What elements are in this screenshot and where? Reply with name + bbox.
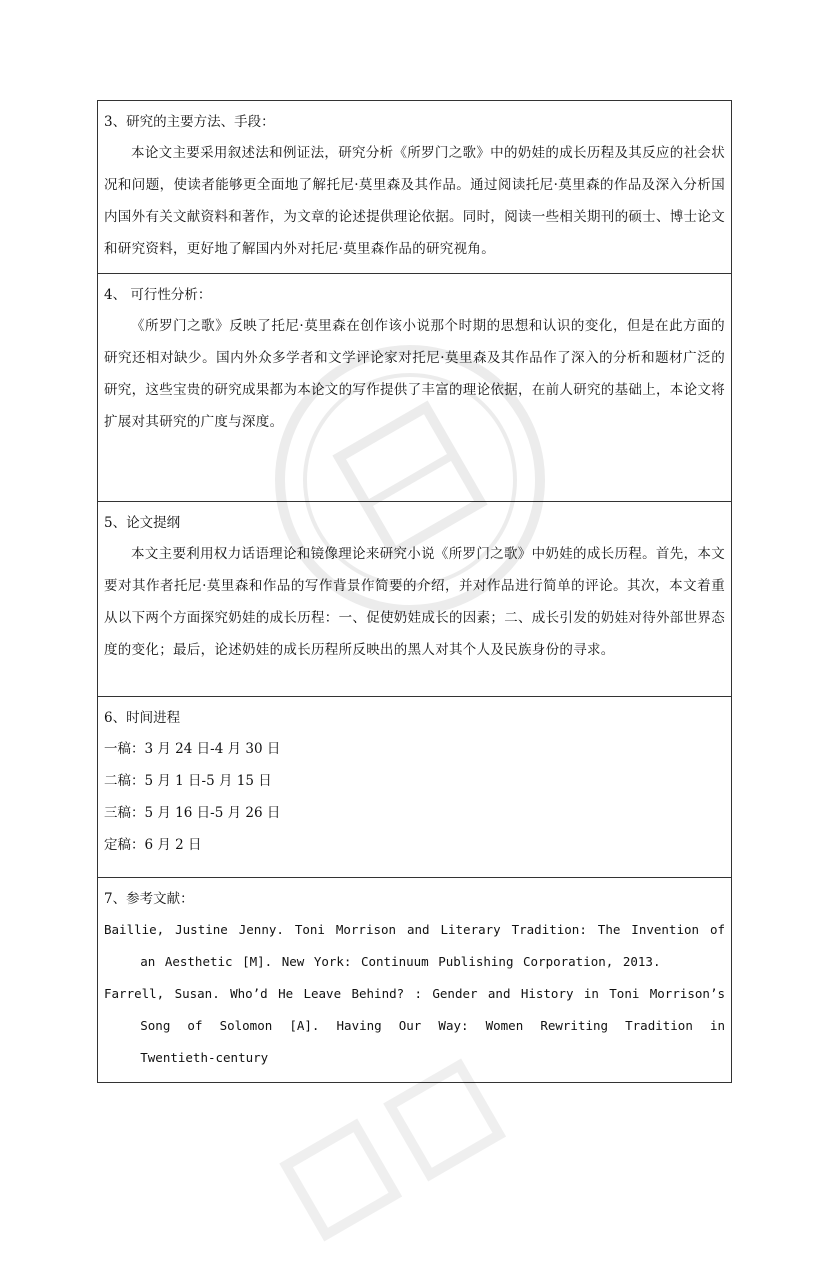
schedule-item: 三稿：5 月 16 日-5 月 26 日 [104, 805, 281, 821]
schedule-item: 定稿：6 月 2 日 [104, 837, 202, 853]
schedule-row [98, 697, 732, 878]
reference-item: Baillie, Justine Jenny. Toni Morrison and Literary Tradition: The Invention of an Aesthetic [M]. New York: Continuum Publishing Corporation, 2013. [104, 922, 725, 969]
references-row [98, 878, 732, 1083]
methods-cell [98, 101, 732, 274]
methods-title: 3、研究的主要方法、手段： [104, 114, 275, 130]
schedule-item: 二稿：5 月 1 日-5 月 15 日 [104, 773, 272, 789]
outline-title: 5、论文提纲 [104, 515, 181, 531]
schedule-item: 一稿：3 月 24 日-4 月 30 日 [104, 741, 281, 757]
outline-body: 本文主要利用权力话语理论和镜像理论来研究小说《所罗门之歌》中奶娃的成长历程。首先，本文要对其作者托尼·莫里森和作品的写作背景作简要的介绍，并对作品进行简单的评论。其次，本文着重从以下两个方面探究奶娃的成长历程：一、促使奶娃成长的因素；二、成长引发的奶娃对待外部世界态度的变化；最后，论述奶娃的成长历程所反映出的黑人对其个人及民族身份的寻求。 [104, 546, 725, 658]
references-cell [98, 878, 732, 1083]
outline-cell [98, 502, 732, 697]
feasibility-title: 4、 可行性分析： [104, 287, 212, 303]
feasibility-row [98, 274, 732, 502]
outline-row [98, 502, 732, 697]
feasibility-cell [98, 274, 732, 502]
proposal-form-table [97, 100, 732, 1083]
references-title: 7、参考文献： [104, 891, 194, 907]
methods-body: 本论文主要采用叙述法和例证法，研究分析《所罗门之歌》中的奶娃的成长历程及其反应的社会状况和问题，使读者能够更全面地了解托尼·莫里森及其作品。通过阅读托尼·莫里森的作品及深入分析国内国外有关文献资料和著作，为文章的论述提供理论依据。同时，阅读一些相关期刊的硕士、博士论文和研究资料，更好地了解国内外对托尼·莫里森作品的研究视角。 [104, 145, 725, 257]
feasibility-body: 《所罗门之歌》反映了托尼·莫里森在创作该小说那个时期的思想和认识的变化，但是在此方面的研究还相对缺少。国内外众多学者和文学评论家对托尼·莫里森及其作品作了深入的分析和题材广泛的研究，这些宝贵的研究成果都为本论文的写作提供了丰富的理论依据，在前人研究的基础上，本论文将扩展对其研究的广度与深度。 [104, 318, 725, 430]
methods-row [98, 101, 732, 274]
schedule-cell [98, 697, 732, 878]
schedule-title: 6、时间进程 [104, 710, 181, 726]
reference-item: Farrell, Susan. Who’d He Leave Behind? : Gender and History in Toni Morrison’s Song of Solomon [A]. Having Our Way: Women Rewriting Tradition in Twentieth-century [104, 986, 725, 1065]
